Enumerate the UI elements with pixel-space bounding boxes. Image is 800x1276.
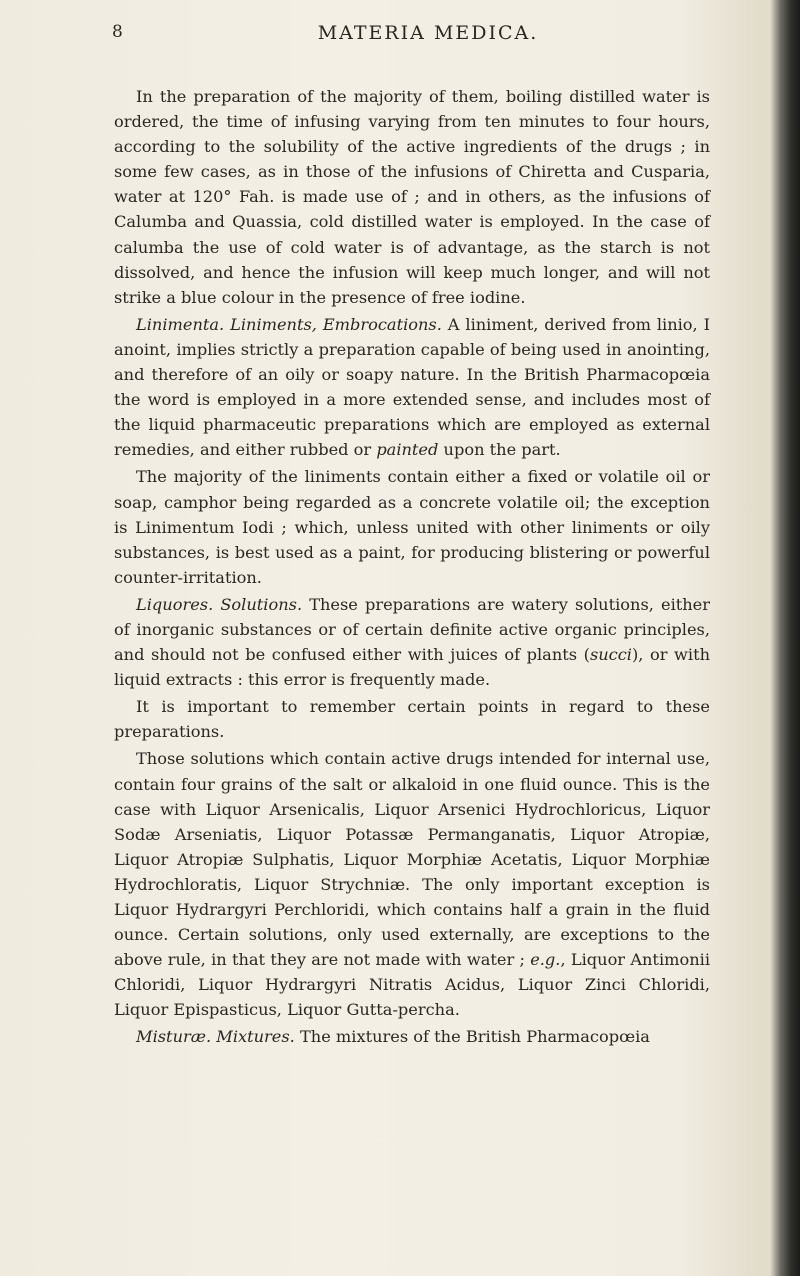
section-head-latin: Linimenta. xyxy=(136,314,225,334)
paragraph-text: upon the part. xyxy=(438,440,561,460)
paragraph-text: , Liquor Antimonii Chloridi, Liquor Hydrargyri Nitratis Acidus, Liquor Zinci Chloridi, Liquor Epispasticus, Liquor Gutta-percha. xyxy=(114,950,710,1020)
paragraph-text: These preparations are watery solutions, either of inorganic substances or of certain definite active organic principles, and should not be confused either with juices of plants ( xyxy=(114,594,711,665)
paragraph-text: The mixtures of the British Pharmacopœia xyxy=(294,1027,650,1047)
italic-term: e.g. xyxy=(530,950,561,970)
page-binding-edge xyxy=(770,0,800,1276)
page-header xyxy=(112,22,744,50)
section-head-english: Solutions. xyxy=(220,594,303,614)
paragraph-infusions: In the preparation of the majority of them, boiling distilled water is ordered, the time of infusing varying from ten minutes to four hours, according to the solubility of the active ingredients of the drugs ; in some few cases, as in those of the infusions of Chiretta and Cusparia, water at 120° Fah. is made use of ; and in others, as the infusions of Calumba and Quassia, cold distilled water is employed. In the case of calumba the use of cold water is of advantage, as the starch is not dissolved, and hence the infusion will keep much longer, and will not strike a blue colour in the presence of free iodine. xyxy=(114,87,710,307)
section-head-latin: Misturæ. xyxy=(136,1027,212,1047)
paragraph-text: Those solutions which contain active drugs intended for internal use, contain four grains of the salt or alkaloid in one fluid ounce. This is the case with Liquor Arsenicalis, Liquor Arsenici Hydrochloricus, Liquor Sodæ Arseniatis, Liquor Potassæ Permanganatis, Liquor Atropiæ, Liquor Atropiæ Sulphatis, Liquor Morphiæ Acetatis, Liquor Morphiæ Hydrochloratis, Liquor Strychniæ. The only important exception is Liquor Hydrargyri Perchloridi, which contains half a grain in the fluid ounce. Certain solutions, only used externally, are exceptions to the above rule, in that they are not made with water ; xyxy=(114,749,710,970)
paragraph-important-points: It is important to remember certain points in regard to these preparations. xyxy=(114,697,710,742)
italic-term: succi xyxy=(589,645,632,665)
paragraph-text: ), or with liquid extracts : this error is frequently made. xyxy=(114,645,710,690)
page-number: 8 xyxy=(112,22,124,42)
section-head-latin: Liquores. xyxy=(136,594,214,614)
paragraph-liniments-oils: The majority of the liniments contain either a fixed or volatile oil or soap, camphor being regarded as a concrete volatile oil; the exception is Linimentum Iodi ; which, unless united with other liniments or oily substances, is best used as a paint, for producing blistering or powerful counter-irritation. xyxy=(114,467,710,587)
running-head: MATERIA MEDICA. xyxy=(317,22,539,44)
italic-term: painted xyxy=(376,440,439,460)
paragraph-misturae xyxy=(114,1024,710,1049)
section-head-english: Mixtures. xyxy=(216,1027,295,1047)
paragraph-solutions-strength xyxy=(114,746,710,1022)
paragraph-linimenta xyxy=(114,312,710,463)
paragraph-liquores xyxy=(114,592,710,692)
body-text xyxy=(114,84,710,1052)
paragraph-text: A liniment, derived from linio, I anoint, implies strictly a preparation capable of being used in anointing, and therefore of an oily or soapy nature. In the British Pharmacopœia the word is employed in a more extended sense, and includes most of the liquid pharmaceutic preparations which are employed as external remedies, and either rubbed or xyxy=(114,314,710,460)
section-head-english: Liniments, Embrocations. xyxy=(230,314,442,334)
